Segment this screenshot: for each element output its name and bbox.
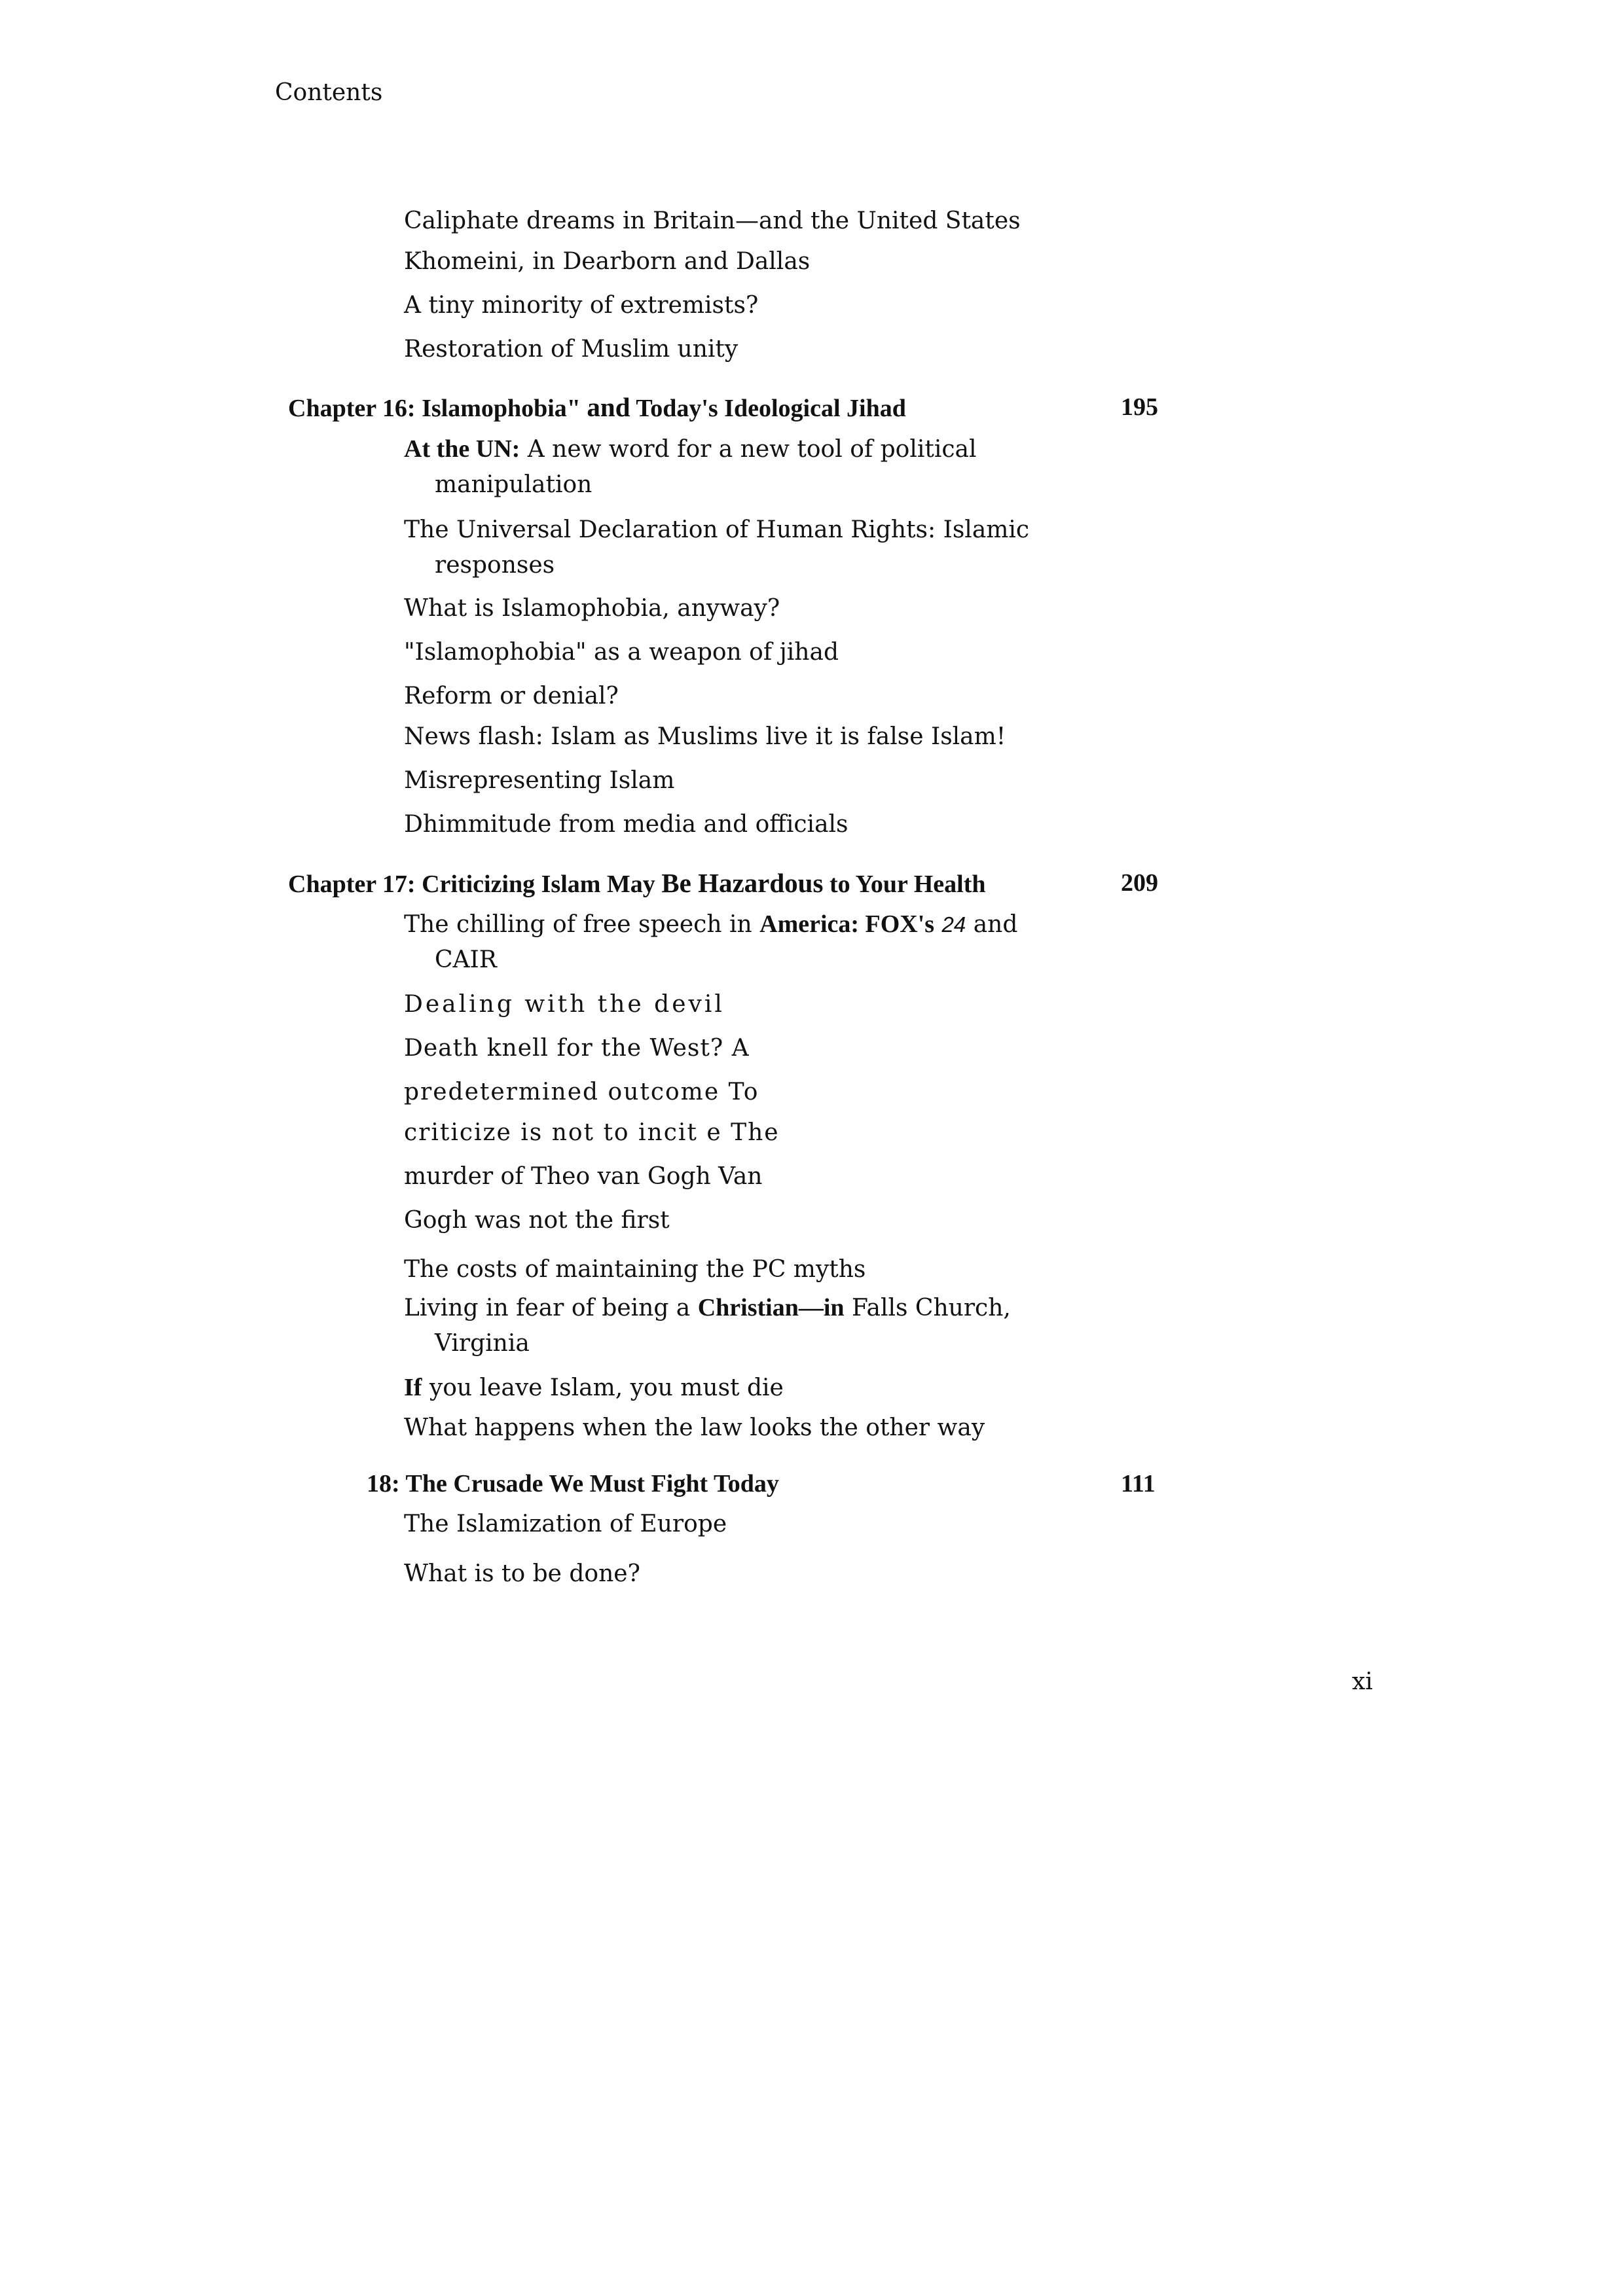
toc-entry: Death knell for the West? A (404, 1035, 750, 1062)
toc-entry: murder of Theo van Gogh Van (404, 1163, 763, 1190)
toc-entry: What is to be done? (404, 1560, 640, 1587)
chapter-18-title: 18: The Crusade We Must Fight Today (367, 1470, 779, 1498)
chapter-18-page-number: 111 (1121, 1470, 1156, 1498)
chapter-16-title: Chapter 16: Islamophobia" and Today's Ideological Jihad (288, 392, 906, 422)
toc-entry: criticize is not to incit e The (404, 1119, 780, 1146)
toc-entry: Misrepresenting Islam (404, 767, 675, 794)
toc-entry: The chilling of free speech in America: FOX's 24 and CAIR (404, 910, 1018, 973)
toc-entry: If you leave Islam, you must die (404, 1374, 784, 1401)
toc-entry: The Universal Declaration of Human Rights: Islamic responses (404, 516, 1030, 579)
toc-entry: News flash: Islam as Muslims live it is false Islam! (404, 723, 1006, 750)
toc-entry: Living in fear of being a Christian—in Falls Church, Virginia (404, 1294, 1011, 1357)
toc-entry: Gogh was not the first (404, 1207, 670, 1234)
toc-entry: Khomeini, in Dearborn and Dallas (404, 248, 811, 275)
toc-entry: Restoration of Muslim unity (404, 336, 739, 363)
toc-entry: A tiny minority of extremists? (404, 292, 759, 319)
toc-entry: Caliphate dreams in Britain—and the United States (404, 207, 1021, 234)
chapter-17-page-number: 209 (1121, 869, 1158, 897)
chapter-16-page-number: 195 (1121, 393, 1158, 421)
toc-entry: The Islamization of Europe (404, 1511, 727, 1537)
toc-entry: What is Islamophobia, anyway? (404, 595, 780, 622)
toc-entry: predetermined outcome To (404, 1079, 759, 1105)
toc-entry: Dhimmitude from media and officials (404, 811, 848, 838)
running-head: Contents (275, 79, 383, 106)
toc-entry: What happens when the law looks the other way (404, 1414, 985, 1441)
toc-entry: Dealing with the devil (404, 991, 725, 1018)
toc-entry: "Islamophobia" as a weapon of jihad (404, 639, 839, 666)
toc-entry: At the UN: A new word for a new tool of political manipulation (404, 435, 977, 498)
chapter-17-title: Chapter 17: Criticizing Islam May Be Hazardous to Your Health (288, 868, 986, 898)
page-folio: xi (1352, 1668, 1373, 1695)
toc-entry: Reform or denial? (404, 683, 619, 709)
toc-entry: The costs of maintaining the PC myths (404, 1256, 866, 1283)
